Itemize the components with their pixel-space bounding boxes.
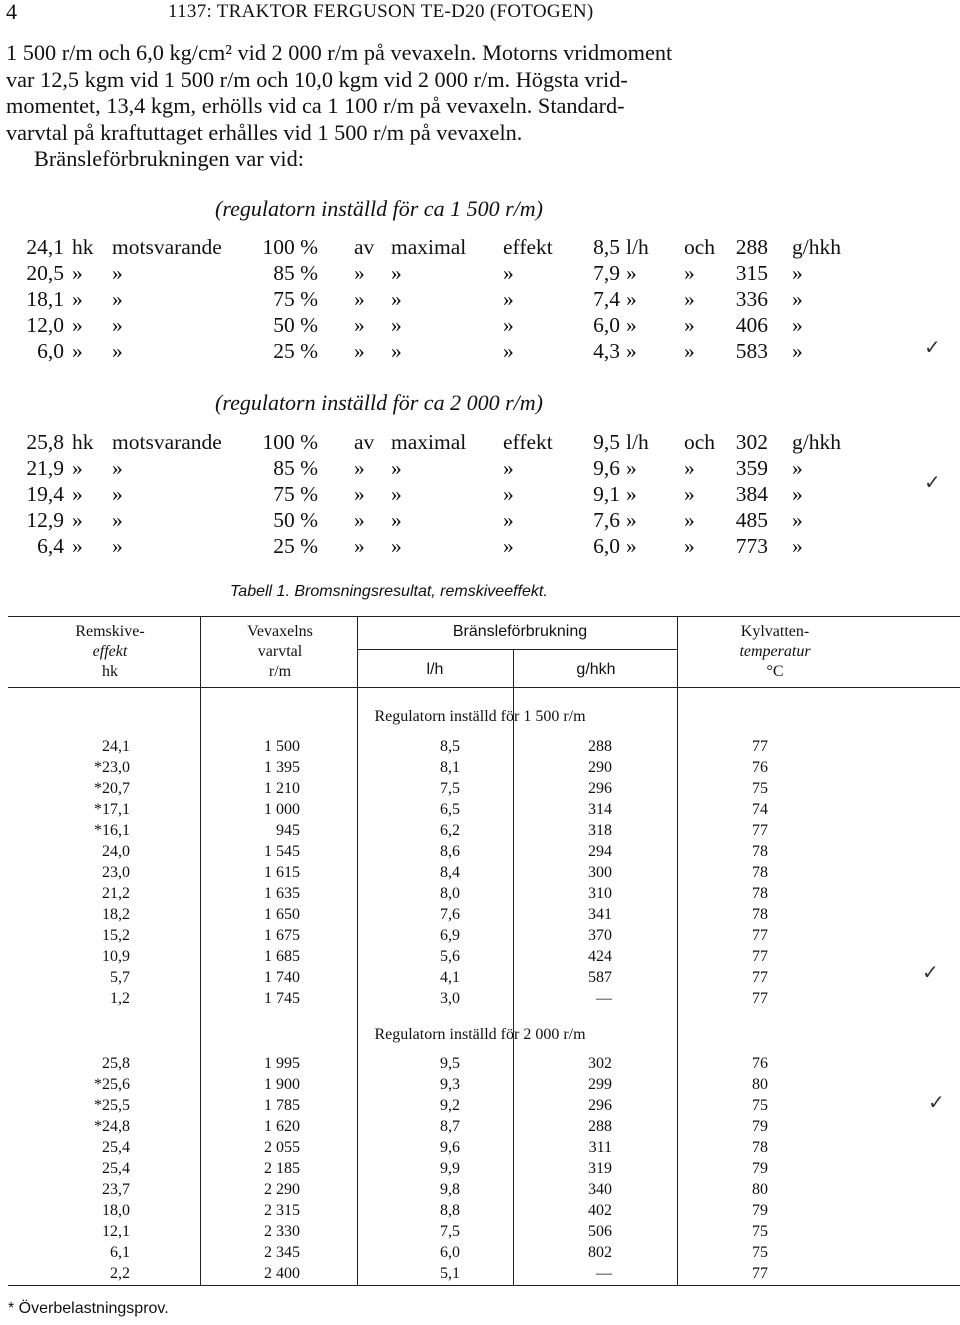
- consumption-cell: »: [626, 313, 637, 337]
- table-cell: 23,0: [102, 864, 130, 881]
- consumption-cell: motsvarande: [112, 235, 222, 259]
- table-cell: 3,0: [440, 990, 460, 1007]
- table-cell: 8,5: [440, 738, 460, 755]
- table-cell: 9,3: [440, 1076, 460, 1093]
- consumption-cell: l/h: [626, 235, 649, 259]
- consumption-cell: 336: [735, 287, 768, 311]
- table-row: [0, 801, 960, 822]
- consumption-cell: »: [72, 339, 83, 363]
- table-row: [0, 864, 960, 885]
- table-cell: 2 400: [264, 1265, 300, 1282]
- table-row: [0, 759, 960, 780]
- table-cell: 18,2: [102, 906, 130, 923]
- table-cell: 79: [752, 1160, 768, 1177]
- table-cell: 1 785: [264, 1097, 300, 1114]
- table-cell: 2 345: [264, 1244, 300, 1261]
- consumption-cell: 6,0: [593, 534, 620, 558]
- table-cell: 2 330: [264, 1223, 300, 1240]
- table-cell: 1 545: [264, 843, 300, 860]
- consumption-cell: 406: [735, 313, 768, 337]
- consumption-cell: »: [354, 508, 365, 532]
- table-cell: 75: [752, 780, 768, 797]
- consumption-cell: »: [626, 456, 637, 480]
- table-cell: 288: [588, 1118, 612, 1135]
- header-power: Remskive- effekt hk: [75, 623, 145, 680]
- table-cell: 21,2: [102, 885, 130, 902]
- consumption-cell: 100 %: [262, 430, 318, 454]
- table-cell: 78: [752, 885, 768, 902]
- consumption-cell: »: [112, 534, 123, 558]
- table-bottom-rule: [8, 1285, 960, 1286]
- table-cell: 424: [588, 948, 612, 965]
- table-cell: 80: [752, 1076, 768, 1093]
- consumption-cell: 773: [735, 534, 768, 558]
- group-label-1500: Regulatorn inställd för 1 500 r/m: [374, 708, 586, 725]
- table-cell: 370: [588, 927, 612, 944]
- table-cell: 5,1: [440, 1265, 460, 1282]
- consumption-cell: 7,6: [593, 508, 620, 532]
- table-cell: 8,7: [440, 1118, 460, 1135]
- table-cell: 296: [588, 780, 612, 797]
- table-cell: 290: [588, 759, 612, 776]
- table-cell: 2 055: [264, 1139, 300, 1156]
- header-coolant: Kylvatten- temperatur °C: [739, 623, 811, 680]
- consumption-cell: och: [684, 430, 716, 454]
- consumption-cell: g/hkh: [792, 235, 841, 259]
- intro-line: 1 500 r/m och 6,0 kg/cm² vid 2 000 r/m på vevaxeln. Motorns vridmoment: [6, 40, 673, 65]
- consumption-cell: 302: [735, 430, 768, 454]
- consumption-cell: »: [684, 482, 695, 506]
- consumption-cell: och: [684, 235, 716, 259]
- header-fuel: Bränsleförbrukning: [452, 623, 588, 640]
- margin-tick-mark: ✓: [922, 962, 939, 984]
- table-row: [0, 906, 960, 927]
- consumption-cell: »: [684, 456, 695, 480]
- table-cell: 76: [752, 759, 768, 776]
- page-number: 4: [6, 0, 17, 24]
- table-cell: *25,5: [94, 1097, 130, 1114]
- running-title: 1137: TRAKTOR FERGUSON TE-D20 (FOTOGEN): [168, 1, 594, 22]
- consumption-cell: »: [626, 534, 637, 558]
- group-label-2000: Regulatorn inställd för 2 000 r/m: [374, 1026, 586, 1043]
- table-cell: 77: [752, 738, 768, 755]
- table-cell: 10,9: [102, 948, 130, 965]
- table-cell: 6,1: [110, 1244, 130, 1261]
- table-cell: 340: [588, 1181, 612, 1198]
- consumption-cell: »: [112, 482, 123, 506]
- consumption-cell: »: [503, 339, 514, 363]
- consumption-cell: »: [112, 508, 123, 532]
- table-cell: 802: [588, 1244, 612, 1261]
- consumption-cell: 75 %: [273, 482, 318, 506]
- consumption-cell: 25,8: [26, 430, 64, 454]
- consumption-cell: »: [112, 313, 123, 337]
- table-row: [0, 990, 960, 1011]
- table-cell: *23,0: [94, 759, 130, 776]
- consumption-cell: »: [684, 287, 695, 311]
- table-cell: 1 635: [264, 885, 300, 902]
- footnote: * Överbelastningsprov.: [8, 1300, 169, 1317]
- table-caption: Tabell 1. Bromsningsresultat, remskiveeffekt.: [230, 583, 548, 600]
- table-cell: 23,7: [102, 1181, 130, 1198]
- table-cell: 2 290: [264, 1181, 300, 1198]
- table-cell: 1 675: [264, 927, 300, 944]
- consumption-cell: »: [354, 261, 365, 285]
- table-row: [0, 969, 960, 990]
- consumption-cell: »: [354, 339, 365, 363]
- consumption-cell: »: [626, 508, 637, 532]
- table-cell: 8,8: [440, 1202, 460, 1219]
- table-cell: 1 620: [264, 1118, 300, 1135]
- table-cell: 79: [752, 1118, 768, 1135]
- table-cell: 9,9: [440, 1160, 460, 1177]
- consumption-cell: »: [72, 287, 83, 311]
- consumption-cell: »: [684, 261, 695, 285]
- table-cell: *20,7: [94, 780, 130, 797]
- table-cell: 75: [752, 1223, 768, 1240]
- table-row: [0, 738, 960, 759]
- intro-line: varvtal på kraftuttaget erhålles vid 1 500 r/m på vevaxeln.: [6, 119, 523, 145]
- table-row: [0, 885, 960, 906]
- header-rpm: Vevaxelns varvtal r/m: [247, 623, 313, 680]
- consumption-cell: 85 %: [273, 261, 318, 285]
- table-cell: 24,0: [102, 843, 130, 860]
- table-cell: 75: [752, 1244, 768, 1261]
- table-cell: 8,0: [440, 885, 460, 902]
- table-cell: 319: [588, 1160, 612, 1177]
- table-cell: 18,0: [102, 1202, 130, 1219]
- consumption-cell: 100 %: [262, 235, 318, 259]
- table-cell: 76: [752, 1055, 768, 1072]
- table-cell: 302: [588, 1055, 612, 1072]
- fuel-subheader-rule: [357, 649, 677, 650]
- table-cell: 296: [588, 1097, 612, 1114]
- table-row: [0, 1097, 960, 1118]
- table-cell: —: [596, 1265, 612, 1282]
- table-cell: 77: [752, 1265, 768, 1282]
- table-cell: 1 740: [264, 969, 300, 986]
- table-cell: 1 615: [264, 864, 300, 881]
- table-cell: 78: [752, 1139, 768, 1156]
- consumption-cell: »: [112, 339, 123, 363]
- table-cell: 1 500: [264, 738, 300, 755]
- consumption-cell: 485: [735, 508, 768, 532]
- table-cell: 78: [752, 864, 768, 881]
- consumption-cell: »: [792, 287, 803, 311]
- table-cell: 6,0: [440, 1244, 460, 1261]
- consumption-cell: 50 %: [273, 313, 318, 337]
- table-cell: 78: [752, 843, 768, 860]
- consumption-cell: hk: [72, 235, 94, 259]
- consumption-cell: »: [684, 339, 695, 363]
- intro-line: momentet, 13,4 kgm, erhölls vid ca 1 100 r/m på vevaxeln. Standard-: [6, 93, 625, 118]
- table-row: [0, 843, 960, 864]
- consumption-cell: »: [626, 482, 637, 506]
- consumption-cell: »: [503, 287, 514, 311]
- table-cell: 1 900: [264, 1076, 300, 1093]
- table-cell: 1,2: [110, 990, 130, 1007]
- table-cell: 2 315: [264, 1202, 300, 1219]
- consumption-cell: 7,9: [593, 261, 620, 285]
- table-row: [0, 1160, 960, 1181]
- table-row: [0, 1223, 960, 1244]
- consumption-cell: 583: [735, 339, 768, 363]
- consumption-cell: 75 %: [273, 287, 318, 311]
- consumption-cell: 9,5: [593, 430, 620, 454]
- table-cell: 7,5: [440, 1223, 460, 1240]
- consumption-cell: l/h: [626, 430, 649, 454]
- consumption-cell: »: [503, 534, 514, 558]
- table-cell: 288: [588, 738, 612, 755]
- table-row: [0, 1076, 960, 1097]
- table-cell: 4,1: [440, 969, 460, 986]
- consumption-cell: »: [503, 261, 514, 285]
- consumption-cell: »: [112, 287, 123, 311]
- table-cell: 311: [588, 1139, 612, 1156]
- consumption-cell: »: [792, 482, 803, 506]
- table-cell: 314: [588, 801, 612, 818]
- consumption-cell: effekt: [503, 235, 553, 259]
- consumption-cell: av: [354, 235, 375, 259]
- consumption-cell: »: [354, 313, 365, 337]
- header-fuel-ghkh: g/hkh: [576, 661, 616, 678]
- consumption-cell: »: [391, 261, 402, 285]
- consumption-cell: effekt: [503, 430, 553, 454]
- consumption-cell: 359: [735, 456, 768, 480]
- consumption-cell: »: [391, 534, 402, 558]
- consumption-cell: 7,4: [593, 287, 620, 311]
- consumption-cell: 24,1: [26, 235, 64, 259]
- table-cell: 2,2: [110, 1265, 130, 1282]
- table-row: [0, 1139, 960, 1160]
- table-cell: *25,6: [94, 1076, 130, 1093]
- table-cell: 7,5: [440, 780, 460, 797]
- consumption-cell: »: [684, 313, 695, 337]
- table-cell: 506: [588, 1223, 612, 1240]
- consumption-cell: »: [72, 456, 83, 480]
- consumption-cell: »: [391, 287, 402, 311]
- consumption-cell: av: [354, 430, 375, 454]
- table-cell: 6,2: [440, 822, 460, 839]
- consumption-cell: »: [391, 313, 402, 337]
- consumption-cell: »: [503, 508, 514, 532]
- table-cell: 8,6: [440, 843, 460, 860]
- table-cell: 402: [588, 1202, 612, 1219]
- table-cell: 12,1: [102, 1223, 130, 1240]
- consumption-cell: »: [503, 482, 514, 506]
- consumption-cell: 9,1: [593, 482, 620, 506]
- table-row: [0, 1265, 960, 1286]
- consumption-cell: »: [684, 508, 695, 532]
- consumption-cell: »: [391, 508, 402, 532]
- table-cell: 1 745: [264, 990, 300, 1007]
- consumption-cell: »: [72, 482, 83, 506]
- consumption-cell: hk: [72, 430, 94, 454]
- consumption-cell: 21,9: [26, 456, 64, 480]
- consumption-cell: »: [354, 456, 365, 480]
- consumption-cell: 288: [735, 235, 768, 259]
- consumption-cell: 20,5: [26, 261, 64, 285]
- table-cell: 25,4: [102, 1160, 130, 1177]
- consumption-cell: 9,6: [593, 456, 620, 480]
- consumption-cell: motsvarande: [112, 430, 222, 454]
- table-row: [0, 1118, 960, 1139]
- table-cell: 587: [588, 969, 612, 986]
- table-cell: 80: [752, 1181, 768, 1198]
- consumption-cell: 8,5: [593, 235, 620, 259]
- table-cell: 9,6: [440, 1139, 460, 1156]
- consumption-cell: 18,1: [26, 287, 64, 311]
- consumption-cell: maximal: [391, 430, 467, 454]
- table-cell: 77: [752, 969, 768, 986]
- consumption-cell: »: [112, 261, 123, 285]
- consumption-cell: 50 %: [273, 508, 318, 532]
- table-row: [0, 1181, 960, 1202]
- consumption-cell: 4,3: [593, 339, 620, 363]
- table-cell: 79: [752, 1202, 768, 1219]
- consumption-cell: »: [792, 534, 803, 558]
- table-cell: *24,8: [94, 1118, 130, 1135]
- consumption-cell: 384: [735, 482, 768, 506]
- consumption-cell: »: [792, 508, 803, 532]
- consumption-cell: »: [391, 456, 402, 480]
- table-cell: 299: [588, 1076, 612, 1093]
- table-top-rule: [8, 616, 960, 617]
- consumption-cell: »: [72, 313, 83, 337]
- intro-paragraph: [6, 40, 866, 173]
- table-cell: 77: [752, 990, 768, 1007]
- table-cell: 6,5: [440, 801, 460, 818]
- header-bottom-rule: [8, 687, 960, 688]
- consumption-cell: 6,0: [37, 339, 64, 363]
- margin-tick-mark: ✓: [928, 1092, 945, 1114]
- table-cell: 77: [752, 927, 768, 944]
- table-cell: 945: [276, 822, 300, 839]
- table-cell: 78: [752, 906, 768, 923]
- intro-line: var 12,5 kgm vid 1 500 r/m och 10,0 kgm vid 2 000 r/m. Högsta vrid-: [6, 66, 628, 92]
- consumption-cell: »: [72, 534, 83, 558]
- table-row: [0, 927, 960, 948]
- table-cell: 1 395: [264, 759, 300, 776]
- margin-tick-mark: ✓: [924, 472, 941, 494]
- consumption-cell: 12,9: [26, 508, 64, 532]
- table-cell: 77: [752, 822, 768, 839]
- consumption-cell: »: [792, 313, 803, 337]
- consumption-cell: »: [391, 482, 402, 506]
- consumption-cell: »: [626, 287, 637, 311]
- table-cell: 300: [588, 864, 612, 881]
- consumption-cell: »: [503, 313, 514, 337]
- table-cell: 2 185: [264, 1160, 300, 1177]
- consumption-cell: 85 %: [273, 456, 318, 480]
- consumption-cell: maximal: [391, 235, 467, 259]
- table-cell: 15,2: [102, 927, 130, 944]
- table-cell: 6,9: [440, 927, 460, 944]
- table-cell: 5,6: [440, 948, 460, 965]
- consumption-cell: »: [112, 456, 123, 480]
- table-cell: 75: [752, 1097, 768, 1114]
- table-cell: 8,4: [440, 864, 460, 881]
- consumption-cell: 25 %: [273, 339, 318, 363]
- table-cell: —: [596, 990, 612, 1007]
- table-cell: 25,4: [102, 1139, 130, 1156]
- consumption-cell: »: [626, 339, 637, 363]
- table-cell: 5,7: [110, 969, 130, 986]
- table-row: [0, 822, 960, 843]
- consumption-cell: »: [626, 261, 637, 285]
- consumption-cell: 25 %: [273, 534, 318, 558]
- table-cell: *17,1: [94, 801, 130, 818]
- consumption-cell: »: [72, 261, 83, 285]
- consumption-cell: »: [354, 534, 365, 558]
- table-row: [0, 948, 960, 969]
- table-cell: *16,1: [94, 822, 130, 839]
- table-cell: 1 000: [264, 801, 300, 818]
- consumption-cell: »: [72, 508, 83, 532]
- consumption-cell: g/hkh: [792, 430, 841, 454]
- results-table: [0, 608, 960, 1298]
- table-cell: 1 650: [264, 906, 300, 923]
- table-cell: 8,1: [440, 759, 460, 776]
- table-cell: 9,2: [440, 1097, 460, 1114]
- section-heading: (regulatorn inställd för ca 2 000 r/m): [215, 390, 543, 415]
- consumption-cell: »: [391, 339, 402, 363]
- table-row: [0, 1244, 960, 1265]
- table-row: [0, 1055, 960, 1076]
- table-cell: 74: [752, 801, 768, 818]
- intro-line: Bränsleförbrukningen var vid:: [34, 146, 304, 171]
- table-cell: 1 685: [264, 948, 300, 965]
- consumption-cell: »: [792, 339, 803, 363]
- margin-tick-mark: ✓: [924, 337, 941, 359]
- consumption-cell: »: [792, 456, 803, 480]
- table-cell: 1 995: [264, 1055, 300, 1072]
- table-cell: 7,6: [440, 906, 460, 923]
- table-cell: 1 210: [264, 780, 300, 797]
- consumption-cell: 315: [735, 261, 768, 285]
- consumption-cell: 6,0: [593, 313, 620, 337]
- table-cell: 341: [588, 906, 612, 923]
- table-cell: 9,5: [440, 1055, 460, 1072]
- table-cell: 77: [752, 948, 768, 965]
- section-heading: (regulatorn inställd för ca 1 500 r/m): [215, 196, 543, 221]
- header-fuel-lh: l/h: [426, 661, 444, 678]
- table-cell: 318: [588, 822, 612, 839]
- consumption-cell: 6,4: [37, 534, 64, 558]
- table-cell: 310: [588, 885, 612, 902]
- table-cell: 25,8: [102, 1055, 130, 1072]
- table-cell: 294: [588, 843, 612, 860]
- table-cell: 24,1: [102, 738, 130, 755]
- consumption-cell: 12,0: [26, 313, 64, 337]
- table-cell: 9,8: [440, 1181, 460, 1198]
- table-row: [0, 1202, 960, 1223]
- consumption-cell: »: [792, 261, 803, 285]
- table-row: [0, 780, 960, 801]
- consumption-cell: »: [503, 456, 514, 480]
- consumption-cell: 19,4: [26, 482, 64, 506]
- page-header: [0, 0, 960, 30]
- consumption-cell: »: [354, 482, 365, 506]
- consumption-cell: »: [354, 287, 365, 311]
- consumption-cell: »: [684, 534, 695, 558]
